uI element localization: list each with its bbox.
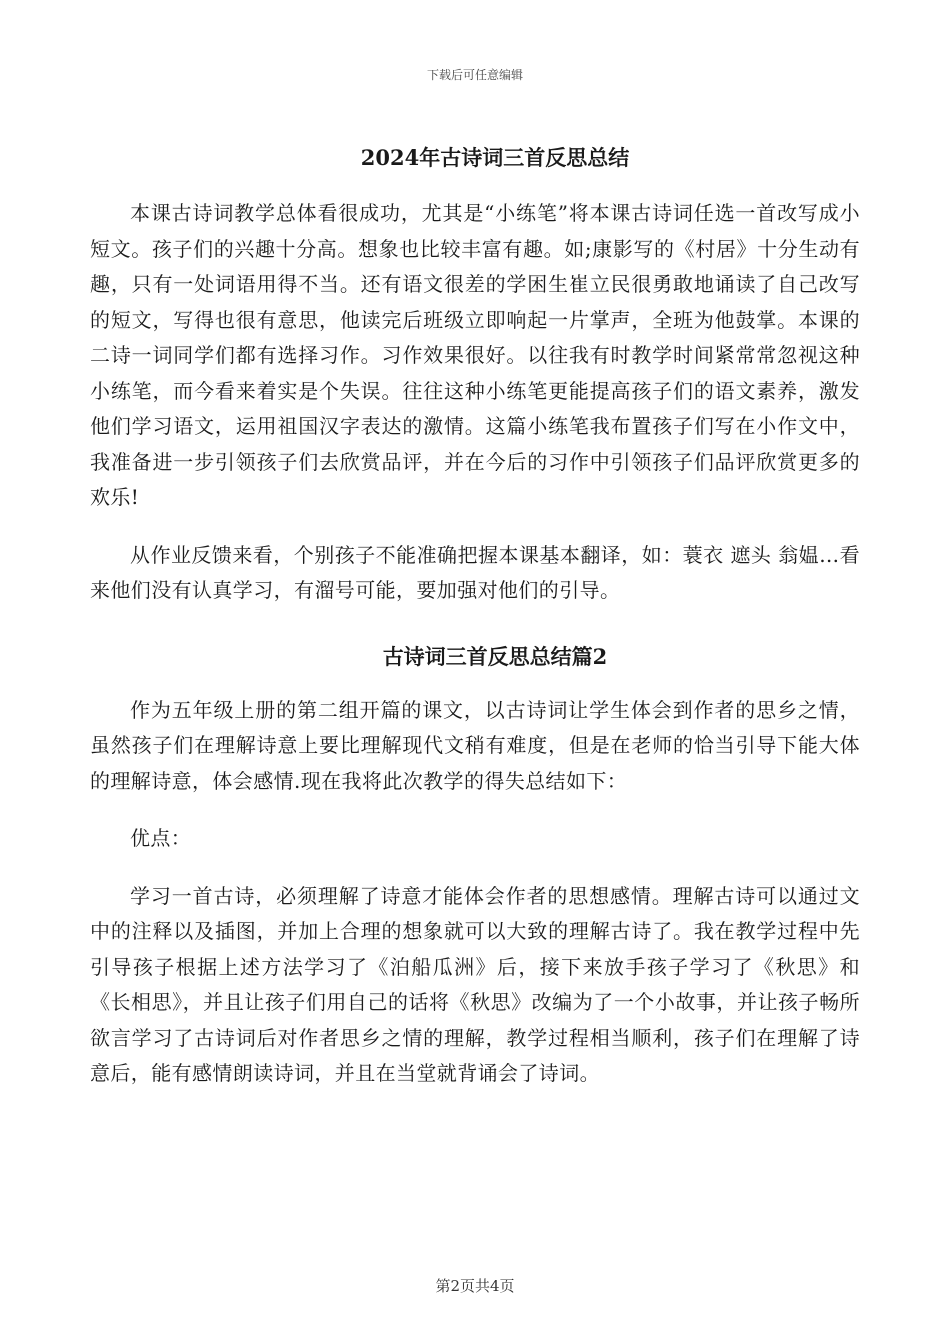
paragraph-practice-writing: 本课古诗词教学总体看很成功，尤其是“小练笔”将本课古诗词任选一首改写成小短文。孩子们的兴趣十分高。想象也比较丰富有趣。如;康影写的《村居》十分生动有趣，只有一处词语用得不当。还有语文很差的学困生崔立民很勇敢地诵读了自己改写的短文，写得也很有意思，他读完后班级立即响起一片掌声，全班为他鼓掌。本课的二诗一词同学们都有选择习作。习作效果很好。以往我有时教学时间紧常常忽视这种小练笔，而今看来着实是个失误。往往这种小练笔更能提高孩子们的语文素养，激发他们学习语文，运用祖国汉字表达的激情。这篇小练笔我布置孩子们写在小作文中，我准备进一步引领孩子们去欣赏品评，并在今后的习作中引领孩子们品评欣赏更多的欢乐!: [90, 201, 860, 509]
paragraph-homework-feedback: 从作业反馈来看，个别孩子不能准确把握本课基本翻译，如：蓑衣 遮头 翁媪…看来他们没有认真学习，有溜号可能，要加强对他们的引导。: [90, 542, 860, 602]
paragraph-intro: 作为五年级上册的第二组开篇的课文，以古诗词让学生体会到作者的思乡之情，虽然孩子们在理解诗意上要比理解现代文稍有难度，但是在老师的恰当引导下能大体的理解诗意，体会感情.现在我将此次教学的得失总结如下：: [90, 697, 860, 793]
paragraph-strengths-label: 优点：: [130, 826, 192, 850]
section-heading-part2: 古诗词三首反思总结篇2: [382, 643, 608, 669]
page-number-footer: 第2页共4页: [435, 1277, 515, 1295]
document-body: [90, 138, 860, 1114]
page-header-note: 下载后可任意编辑: [426, 68, 523, 82]
document-title: 2024年古诗词三首反思总结: [360, 145, 630, 170]
paragraph-strengths-detail: 学习一首古诗，必须理解了诗意才能体会作者的思想感情。理解古诗可以通过文中的注释以及插图，并加上合理的想象就可以大致的理解古诗了。我在教学过程中先引导孩子根据上述方法学习了《泊船瓜洲》后，接下来放手孩子学习了《秋思》和《长相思》，并且让孩子们用自己的话将《秋思》改编为了一个小故事，并让孩子畅所欲言学习了古诗词后对作者思乡之情的理解，教学过程相当顺利，孩子们在理解了诗意后，能有感情朗读诗词，并且在当堂就背诵会了诗词。: [90, 883, 860, 1085]
